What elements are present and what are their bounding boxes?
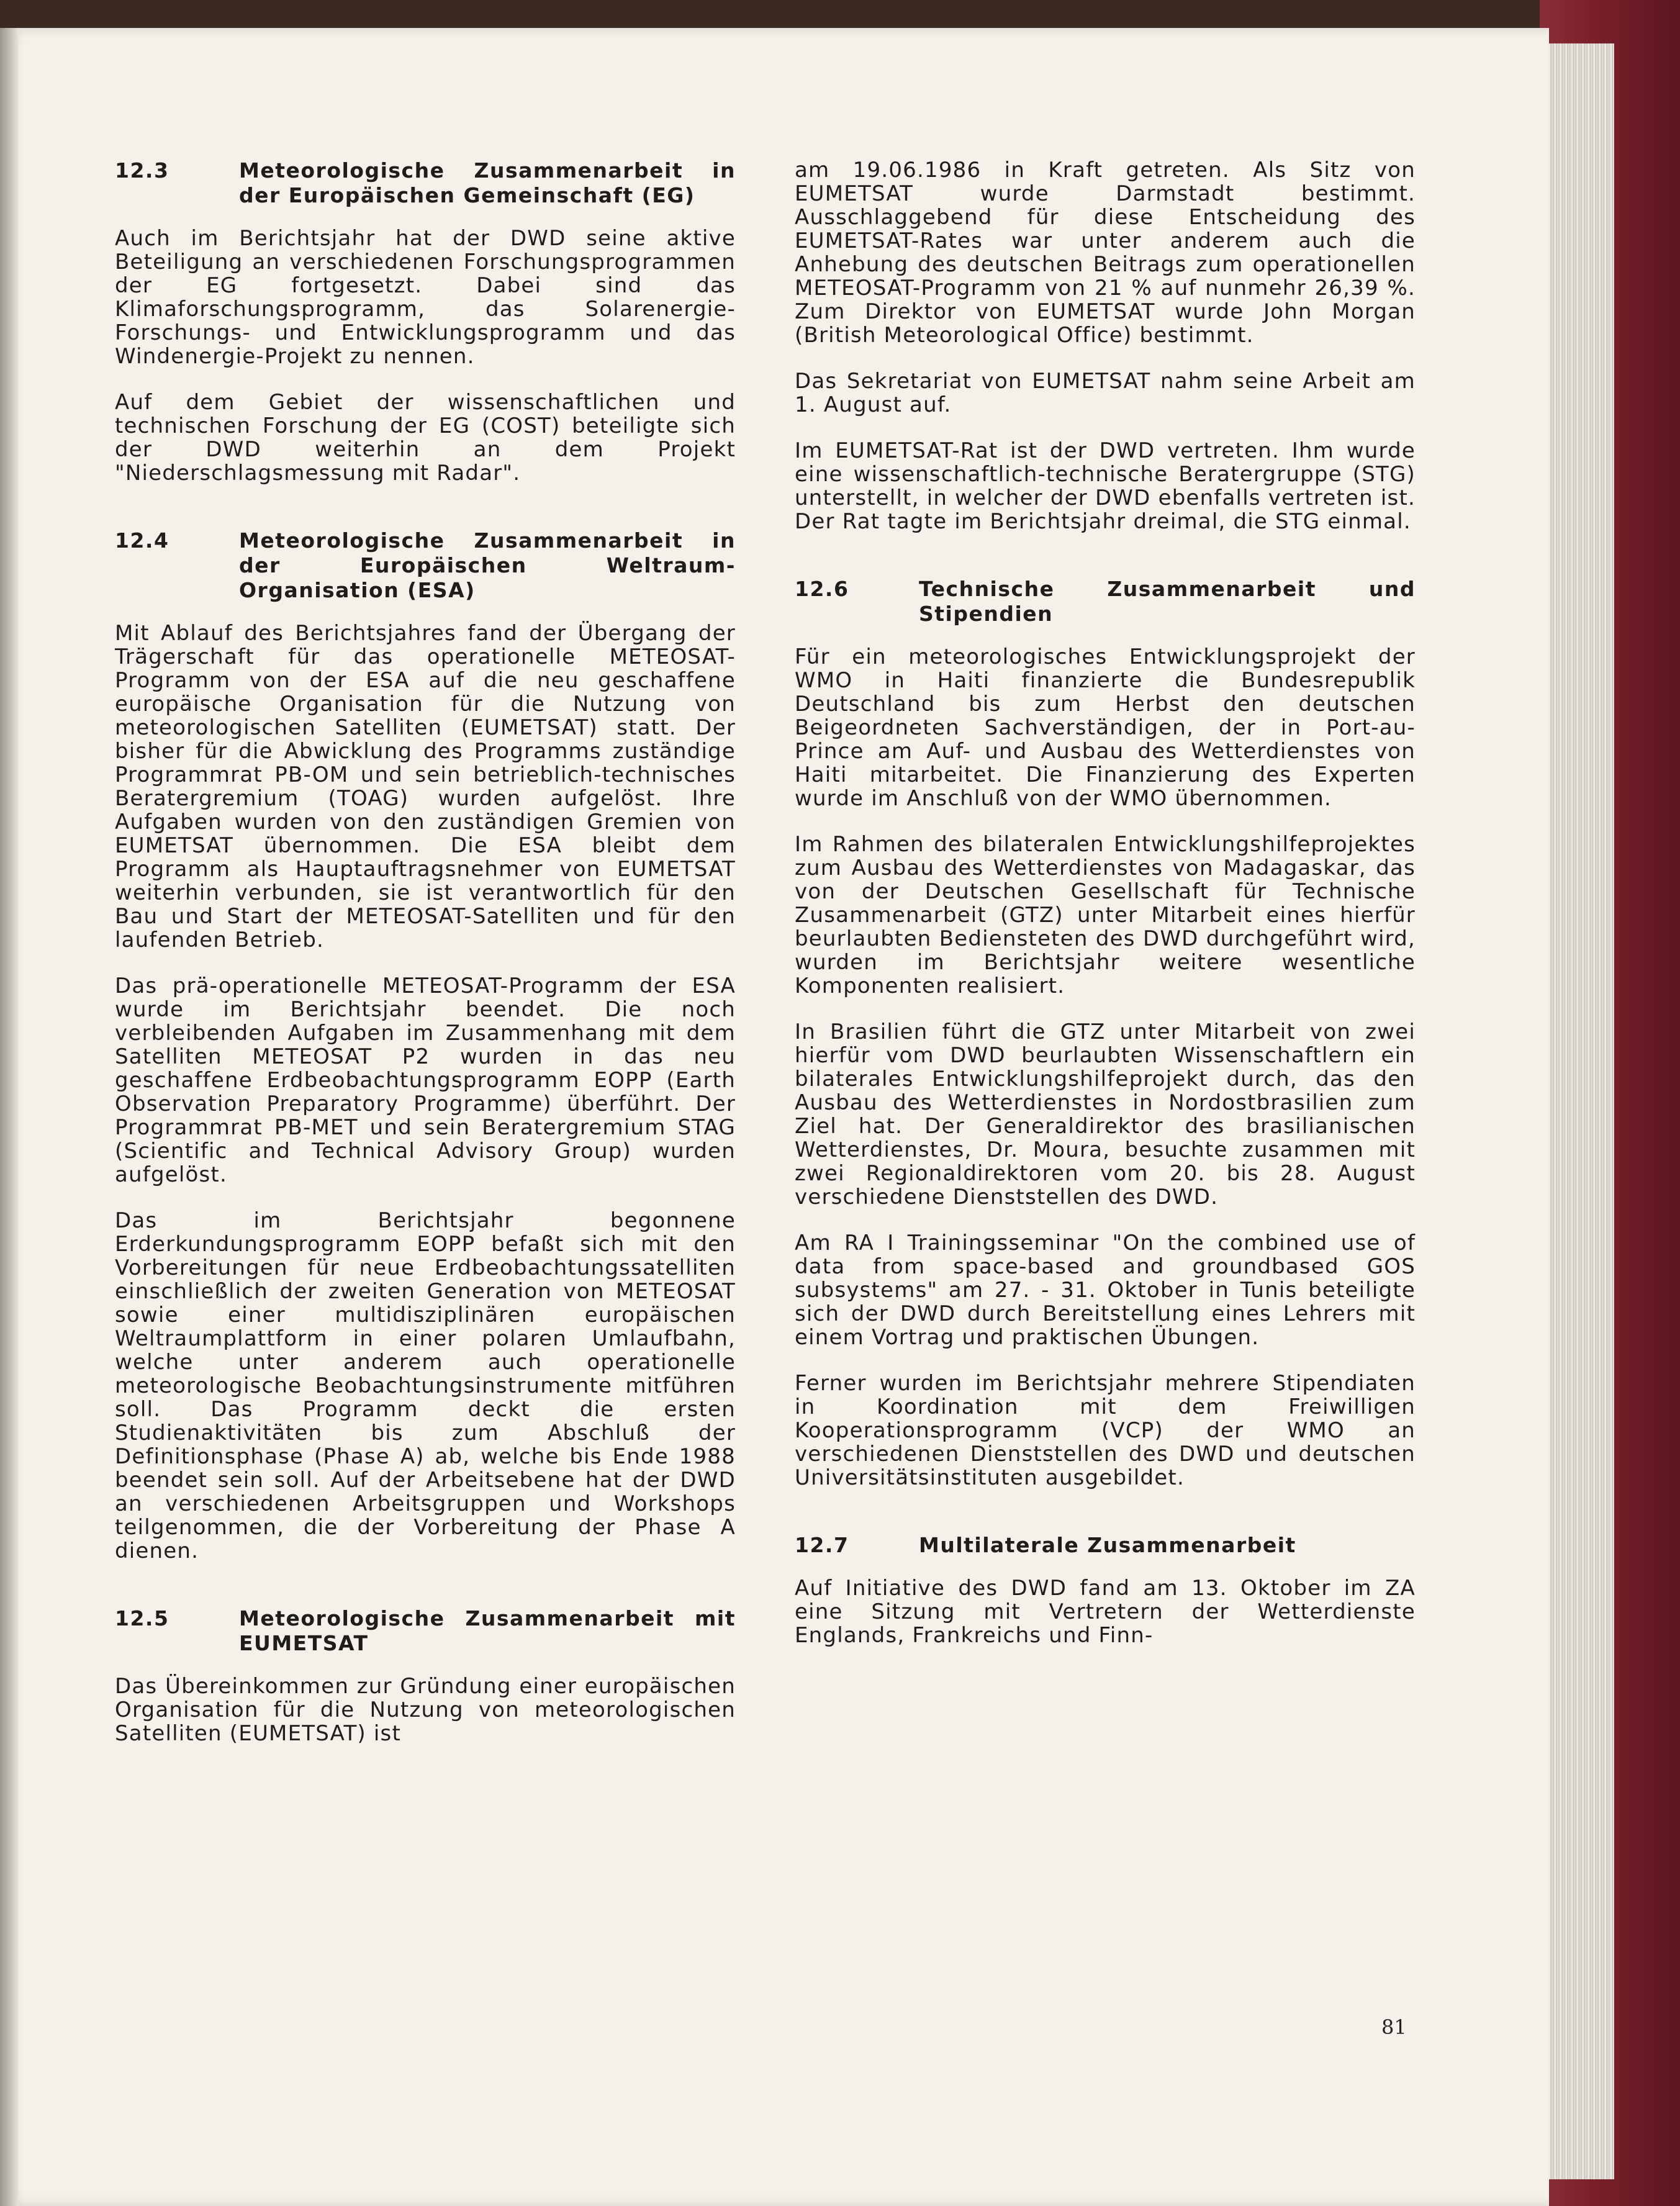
body-paragraph: Das Übereinkommen zur Gründung einer europäischen Organisation für die Nutzung von meteorologischen Satelliten (EUMETSAT) ist xyxy=(115,1674,736,1746)
page-edges xyxy=(1546,43,1614,2179)
body-paragraph: Das prä-operationelle METEOSAT-Programm der ESA wurde im Berichtsjahr beendet. Die noch verbleibenden Aufgaben im Zusammenhang mit dem Satelliten METEOSAT P2 wurden in das neu geschaffene Erdbeobachtungsprogramm EOPP (Earth Observation Preparatory Programme) überführt. Der Programmrat PB-MET und sein Beratergremium STAG (Scientific and Technical Advisory Group) wurden aufgelöst. xyxy=(115,974,736,1187)
section-heading xyxy=(115,158,736,208)
body-paragraph: Im Rahmen des bilateralen Entwicklungshilfeprojektes zum Ausbau des Wetterdienstes von Madagaskar, das von der Deutschen Gesellschaft für Technische Zusammenarbeit (GTZ) unter Mitarbeit eines hierfür beurlaubten Bediensteten des DWD durchgeführt wird, wurden im Berichtsjahr weitere wesentliche Komponenten realisiert. xyxy=(795,832,1416,998)
section-number: 12.5 xyxy=(115,1606,169,1630)
body-paragraph: Das im Berichtsjahr begonnene Erderkundungsprogramm EOPP befaßt sich mit den Vorbereitungen für neue Erdbeobachtungssatelliten einschließlich der zweiten Generation von METEOSAT sowie einer multidisziplinären europäischen Weltraumplattform in einer polaren Umlaufbahn, welche unter anderem auch operationelle meteorologische Beobachtungsinstrumente mitführen soll. Das Programm deckt die ersten Studienaktivitäten bis zum Abschluß der Definitionsphase (Phase A) ab, welche bis Ende 1988 beendet sein soll. Auf der Arbeitsebene hat der DWD an verschiedenen Arbeitsgruppen und Workshops teilgenommen, die der Vorbereitung der Phase A dienen. xyxy=(115,1208,736,1563)
section-number: 12.7 xyxy=(795,1533,849,1557)
left-column xyxy=(115,158,736,1768)
section-heading xyxy=(115,1606,736,1656)
body-paragraph: Auf Initiative des DWD fand am 13. Oktober im ZA eine Sitzung mit Vertretern der Wetterdienste Englands, Frankreichs und Finn- xyxy=(795,1576,1416,1648)
section-title: Meteorologische Zusammenarbeit in der Europäischen Gemeinschaft (EG) xyxy=(239,158,736,207)
section-title: Meteorologische Zusammenarbeit mit EUMETSAT xyxy=(239,1606,736,1655)
body-paragraph: am 19.06.1986 in Kraft getreten. Als Sitz von EUMETSAT wurde Darmstadt bestimmt. Ausschlaggebend für diese Entscheidung des EUMETSAT-Rates war unter anderem auch die Anhebung des deutschen Beitrags zum operationellen METEOSAT-Programm von 21 % auf nunmehr 26,39 %. Zum Direktor von EUMETSAT wurde John Morgan (British Meteorological Office) bestimmt. xyxy=(795,158,1416,348)
section-title: Meteorologische Zusammenarbeit in der Europäischen Weltraum-Organisation (ESA) xyxy=(239,528,736,602)
section-number: 12.6 xyxy=(795,577,849,601)
body-paragraph: Mit Ablauf des Berichtsjahres fand der Übergang der Trägerschaft für das operationelle METEOSAT-Programm von der ESA auf die neu geschaffene europäische Organisation für die Nutzung von meteorologischen Satelliten (EUMETSAT) statt. Der bisher für die Abwicklung des Programms zuständige Programmrat PB-OM und sein betrieblich-technisches Beratergremium (TOAG) wurden aufgelöst. Ihre Aufgaben wurden von den zuständigen Gremien von EUMETSAT übernommen. Die ESA bleibt dem Programm als Hauptauftragsnehmer von EUMETSAT weiterhin verbunden, sie ist verantwortlich für den Bau und Start der METEOSAT-Satelliten und für den laufenden Betrieb. xyxy=(115,621,736,952)
section-title: Multilaterale Zusammenarbeit xyxy=(919,1533,1296,1557)
section-heading xyxy=(795,577,1416,626)
page-number: 81 xyxy=(1381,2015,1407,2039)
body-paragraph: Im EUMETSAT-Rat ist der DWD vertreten. Ihm wurde eine wissenschaftlich-technische Beratergruppe (STG) unterstellt, in welcher der DWD ebenfalls vertreten ist. Der Rat tagte im Berichtsjahr dreimal, die STG einmal. xyxy=(795,438,1416,534)
body-paragraph: Das Sekretariat von EUMETSAT nahm seine Arbeit am 1. August auf. xyxy=(795,369,1416,417)
body-paragraph: Ferner wurden im Berichtsjahr mehrere Stipendiaten in Koordination mit dem Freiwilligen Kooperationsprogramm (VCP) der WMO an verschiedenen Dienststellen des DWD und deutschen Universitätsinstituten ausgebildet. xyxy=(795,1371,1416,1490)
section-number: 12.3 xyxy=(115,158,169,183)
body-paragraph: Auf dem Gebiet der wissenschaftlichen und technischen Forschung der EG (COST) beteiligte sich der DWD weiterhin an dem Projekt "Niederschlagsmessung mit Radar". xyxy=(115,390,736,486)
section-heading xyxy=(115,528,736,603)
body-paragraph: Für ein meteorologisches Entwicklungsprojekt der WMO in Haiti finanzierte die Bundesrepublik Deutschland bis zum Herbst den deutschen Beigeordneten Sachverständigen, der in Port-au-Prince am Auf- und Ausbau des Wetterdienstes von Haiti mitarbeitet. Die Finanzierung des Experten wurde im Anschluß von der WMO übernommen. xyxy=(795,644,1416,811)
body-paragraph: In Brasilien führt die GTZ unter Mitarbeit von zwei hierfür vom DWD beurlaubten Wissenschaftlern ein bilaterales Entwicklungshilfeprojekt durch, das den Ausbau des Wetterdienstes in Nordostbrasilien zum Ziel hat. Der Generaldirektor des brasilianischen Wetterdienstes, Dr. Moura, besuchte zusammen mit zwei Regionaldirektoren vom 20. bis 28. August verschiedene Dienststellen des DWD. xyxy=(795,1019,1416,1209)
section-heading xyxy=(795,1533,1416,1558)
right-column xyxy=(795,158,1416,1670)
section-title: Technische Zusammenarbeit und Stipendien xyxy=(919,577,1416,626)
body-paragraph: Auch im Berichtsjahr hat der DWD seine aktive Beteiligung an verschiedenen Forschungsprogrammen der EG fortgesetzt. Dabei sind das Klimaforschungsprogramm, das Solarenergie-Forschungs- und Entwicklungsprogramm und das Windenergie-Projekt zu nennen. xyxy=(115,226,736,369)
page-gutter xyxy=(0,28,19,2206)
body-paragraph: Am RA I Trainingsseminar "On the combined use of data from space-based and groundbased GOS subsystems" am 27. - 31. Oktober in Tunis beteiligte sich der DWD durch Bereitstellung eines Lehrers mit einem Vortrag und praktischen Übungen. xyxy=(795,1231,1416,1350)
section-number: 12.4 xyxy=(115,528,169,553)
